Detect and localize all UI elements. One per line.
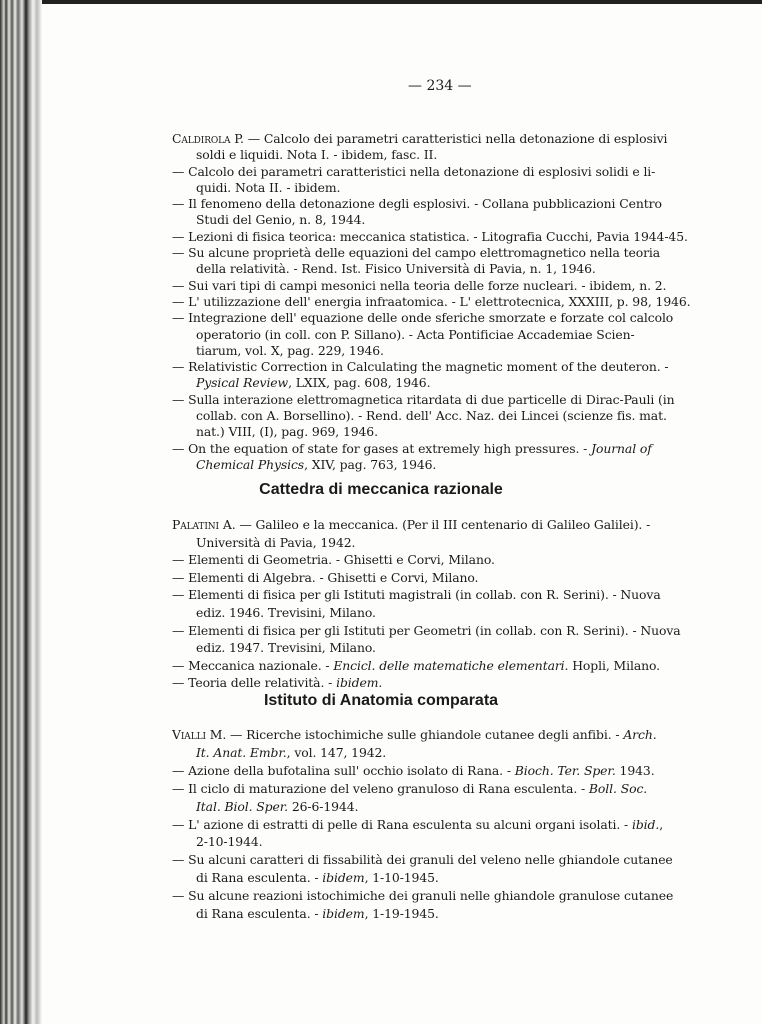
entry-text: Studi del Genio, n. 8, 1944.: [196, 212, 366, 228]
entry-text: di Rana esculenta. -: [196, 906, 323, 922]
entry-line: [172, 294, 702, 310]
entry-text: — Elementi di fisica per gli Istituti magistrali (in collab. con R. Serini). - Nuova: [172, 587, 661, 603]
bibliography-list: [172, 131, 702, 473]
entry-line: [172, 457, 702, 473]
entry-line: [172, 310, 702, 326]
entry-text: , LXIX, pag. 608, 1946.: [288, 375, 431, 391]
entry-text: ,: [659, 816, 664, 832]
entry-line: [172, 551, 702, 569]
entry-line: [172, 245, 702, 261]
bibliography-entry: [172, 569, 702, 587]
bibliography-entry: [172, 294, 702, 310]
entry-text: operatorio (in coll. con P. Sillano). - Acta Pontificiae Accademiae Scien-: [196, 326, 635, 342]
entry-text: , 1-19-1945.: [364, 906, 439, 922]
bibliography-entry: [172, 622, 702, 657]
entry-line: [172, 833, 702, 851]
entry-text: quidi. Nota II. - ibidem.: [196, 179, 341, 195]
entry-text: ediz. 1947. Trevisini, Milano.: [196, 640, 376, 656]
entry-line: [172, 604, 702, 622]
journal-title: ibidem: [322, 870, 365, 886]
bibliography-entry: [172, 516, 702, 551]
entry-text: — Integrazione dell' equazione delle onde sferiche smorzate e forzate col calcolo: [172, 310, 674, 326]
entry-line: [172, 424, 702, 440]
entry-line: [172, 534, 702, 552]
journal-title: Ital. Biol. Sper.: [196, 798, 289, 814]
bibliography-entry: [172, 851, 702, 887]
bibliography-entry: [172, 196, 702, 229]
entry-text: — On the equation of state for gases at extremely high pressures. -: [172, 440, 592, 456]
bibliography-entry: [172, 392, 702, 441]
bibliography-entry: [172, 674, 702, 692]
entry-line: [172, 816, 702, 834]
entry-line: [172, 887, 702, 905]
entry-text: tiarum, vol. X, pag. 229, 1946.: [196, 342, 384, 358]
entry-line: [172, 762, 702, 780]
entry-text: — Sulla interazione elettromagnetica ritardata di due particelle di Dirac-Pauli (in: [172, 391, 675, 407]
entry-line: [172, 212, 702, 228]
entry-line: [172, 726, 702, 744]
bibliography-entry: [172, 586, 702, 621]
author-name: Caldirola: [172, 131, 231, 146]
entry-line: [172, 327, 702, 343]
entry-text: — Lezioni di fisica teorica: meccanica statistica. - Litografia Cucchi, Pavia 1944-45.: [172, 228, 688, 244]
entry-text: 2-10-1944.: [196, 834, 263, 850]
entry-text: , XIV, pag. 763, 1946.: [304, 456, 437, 472]
entry-line: [172, 147, 702, 163]
journal-title: Chemical Physics: [196, 456, 305, 472]
page-number: — 234 —: [408, 78, 472, 94]
entry-text: collab. con A. Borsellino). - Rend. dell' Acc. Naz. dei Lincei (scienze fis. mat.: [196, 408, 667, 424]
entry-text: — L' utilizzazione dell' energia infraatomica. - L' elettrotecnica, XXXIII, p. 98, 1946.: [172, 293, 691, 309]
entry-text: 26-6-1944.: [288, 798, 359, 814]
entry-line: [172, 851, 702, 869]
entry-line: [172, 586, 702, 604]
bibliography-entry: [172, 762, 702, 780]
entry-text: di Rana esculenta. -: [196, 870, 323, 886]
entry-text: , vol. 147, 1942.: [286, 744, 387, 760]
entry-line: [172, 744, 702, 762]
entry-text: — Su alcune proprietà delle equazioni del campo elettromagnetico nella teoria: [172, 245, 661, 261]
bibliography-entry: [172, 726, 702, 762]
author-name: Vialli: [172, 727, 206, 742]
entry-text: — Il ciclo di maturazione del veleno granuloso di Rana esculenta. -: [172, 780, 589, 796]
bibliography-entry: [172, 816, 702, 852]
entry-line: [172, 441, 702, 457]
entry-text: — Sui vari tipi di campi mesonici nella teoria delle forze nucleari. - ibidem, n. 2.: [172, 277, 667, 293]
entry-line: [172, 569, 702, 587]
entry-text: — Elementi di Algebra. - Ghisetti e Corvi, Milano.: [172, 569, 479, 585]
entry-line: [172, 657, 702, 675]
entry-text: — Elementi di fisica per gli Istituti per Geometri (in collab. con R. Serini). - Nuova: [172, 622, 681, 638]
entry-line: [172, 780, 702, 798]
bibliography-entry: [172, 780, 702, 816]
bibliography-entry: [172, 310, 702, 359]
bibliography-entry: [172, 245, 702, 278]
entry-text: Università di Pavia, 1942.: [196, 534, 356, 550]
journal-title: It. Anat. Embr.: [196, 744, 287, 760]
bibliography-entry: [172, 229, 702, 245]
entry-text: della relatività. - Rend. Ist. Fisico Università di Pavia, n. 1, 1946.: [196, 261, 596, 277]
bibliography-list: [172, 726, 702, 923]
entry-line: [172, 639, 702, 657]
journal-title: Arch.: [623, 727, 657, 742]
journal-title: ibidem: [322, 906, 365, 922]
bibliography-list: [172, 516, 702, 692]
journal-title: Journal of: [591, 440, 652, 456]
bibliography-entry: [172, 657, 702, 675]
entry-line: [172, 674, 702, 692]
entry-line: [172, 229, 702, 245]
entry-line: [172, 261, 702, 277]
entry-text: ediz. 1946. Trevisini, Milano.: [196, 604, 376, 620]
entry-text: — L' azione di estratti di pelle di Rana esculenta su alcuni organi isolati. -: [172, 816, 632, 832]
bibliography-entry: [172, 441, 702, 474]
entry-line: [172, 164, 702, 180]
bibliography-entry: [172, 131, 702, 164]
journal-title: Bioch. Ter. Sper.: [514, 762, 616, 778]
entry-line: [172, 196, 702, 212]
entry-text: A. — Galileo e la meccanica. (Per il III centenario di Galileo Galilei). -: [219, 517, 651, 532]
entry-text: P. — Calcolo dei parametri caratteristici nella detonazione di esplosivi: [230, 131, 668, 146]
entry-text: nat.) VIII, (I), pag. 969, 1946.: [196, 424, 378, 440]
bibliography-entry: [172, 887, 702, 923]
entry-text: — Elementi di Geometria. - Ghisetti e Corvi, Milano.: [172, 552, 495, 568]
entry-text: soldi e liquidi. Nota I. - ibidem, fasc. II.: [196, 147, 438, 163]
bibliography-entry: [172, 164, 702, 197]
entry-text: — Il fenomeno della detonazione degli esplosivi. - Collana pubblicazioni Centro: [172, 196, 662, 212]
entry-text: M. — Ricerche istochimiche sulle ghiandole cutanee degli anfibi. -: [205, 727, 624, 742]
scan-top-edge: [0, 0, 762, 4]
entry-line: [172, 622, 702, 640]
entry-line: [172, 131, 702, 147]
entry-line: [172, 375, 702, 391]
entry-text: , 1-10-1945.: [364, 870, 439, 886]
journal-title: Pysical Review: [196, 375, 289, 391]
bibliography-entry: [172, 278, 702, 294]
entry-text: . Hopli, Milano.: [564, 657, 660, 673]
scan-binding-edge: [0, 0, 42, 1024]
section-heading: Cattedra di meccanica razionale: [259, 481, 503, 498]
journal-title: ibid.: [631, 816, 660, 832]
entry-line: [172, 180, 702, 196]
entry-text: — Su alcune reazioni istochimiche dei granuli nelle ghiandole granulose cutanee: [172, 888, 674, 904]
entry-text: — Azione della bufotalina sull' occhio isolato di Rana. -: [172, 762, 515, 778]
author-name: Palatini: [172, 517, 220, 532]
entry-text: — Su alcuni caratteri di fissabilità dei granuli del veleno nelle ghiandole cutanee: [172, 852, 673, 868]
bibliography-entry: [172, 551, 702, 569]
entry-text: 1943.: [615, 762, 655, 778]
entry-line: [172, 798, 702, 816]
entry-line: [172, 359, 702, 375]
journal-title: ibidem.: [336, 675, 383, 691]
entry-text: — Teoria delle relatività. -: [172, 675, 337, 691]
section-heading: Istituto di Anatomia comparata: [263, 692, 499, 709]
entry-line: [172, 408, 702, 424]
journal-title: Encicl. delle matematiche elementari: [333, 657, 565, 673]
entry-text: — Meccanica nazionale. -: [172, 657, 334, 673]
entry-line: [172, 905, 702, 923]
entry-text: — Calcolo dei parametri caratteristici nella detonazione di esplosivi solidi e li-: [172, 163, 656, 179]
entry-line: [172, 343, 702, 359]
entry-line: [172, 278, 702, 294]
entry-text: — Relativistic Correction in Calculating the magnetic moment of the deuteron. -: [172, 359, 669, 375]
entry-line: [172, 869, 702, 887]
bibliography-entry: [172, 359, 702, 392]
entry-line: [172, 392, 702, 408]
entry-line: [172, 516, 702, 534]
journal-title: Boll. Soc.: [588, 780, 648, 796]
